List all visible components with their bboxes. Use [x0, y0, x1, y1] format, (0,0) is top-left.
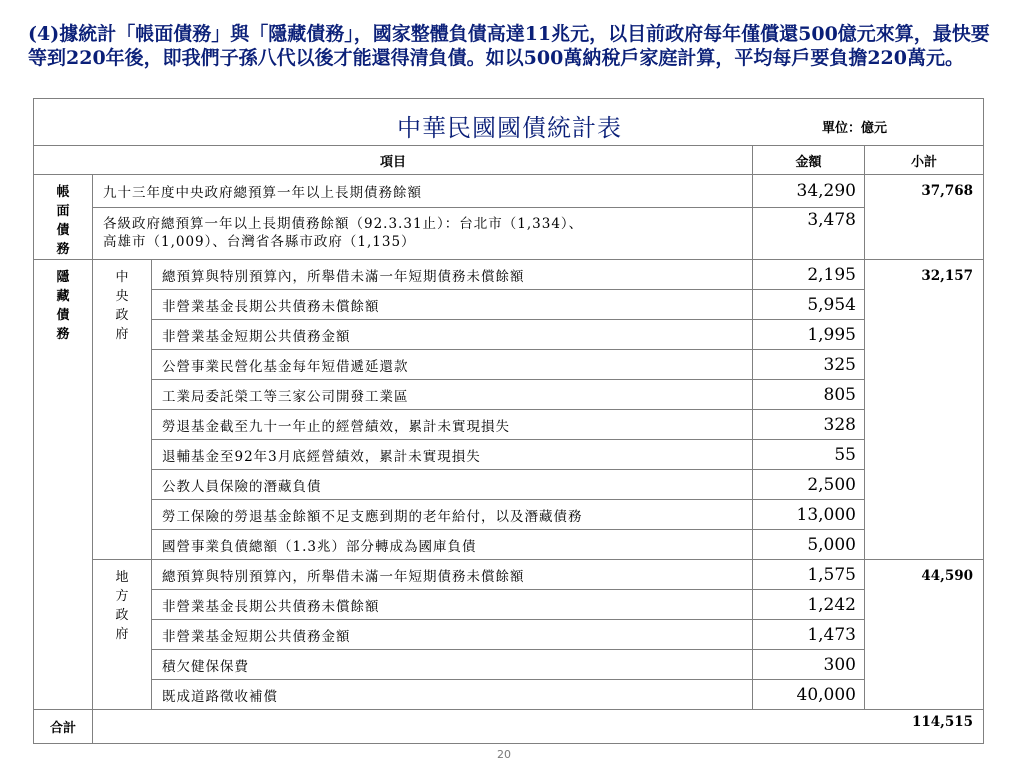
central-amount: 2,195	[753, 260, 865, 290]
table-row	[34, 410, 984, 440]
book-debt-amount-1: 34,290	[753, 175, 865, 208]
table-row	[34, 290, 984, 320]
central-amount: 5,954	[753, 290, 865, 320]
central-amount: 2,500	[753, 470, 865, 500]
central-amount: 13,000	[753, 500, 865, 530]
central-item: 工業局委託榮工等三家公司開發工業區	[152, 380, 753, 410]
central-item: 非營業基金長期公共債務未償餘額	[152, 290, 753, 320]
local-amount: 40,000	[753, 680, 865, 710]
book-debt-label: 帳 面 債 務	[34, 175, 93, 260]
central-item: 公營事業民營化基金每年短借遞延還款	[152, 350, 753, 380]
header-item: 項目	[34, 146, 753, 175]
local-item: 非營業基金短期公共債務金額	[152, 620, 753, 650]
table-row	[34, 620, 984, 650]
central-item: 公教人員保險的潛藏負債	[152, 470, 753, 500]
local-amount: 1,575	[753, 560, 865, 590]
central-item: 勞退基金截至九十一年止的經營績效，累計未實現損失	[152, 410, 753, 440]
central-amount: 325	[753, 350, 865, 380]
header-subtotal: 小計	[865, 146, 984, 175]
central-amount: 5,000	[753, 530, 865, 560]
table-row	[34, 350, 984, 380]
local-gov-label: 地 方 政 府	[93, 560, 152, 710]
central-gov-label: 中 央 政 府	[93, 260, 152, 560]
table-row	[34, 680, 984, 710]
table-title-row	[34, 99, 984, 146]
central-amount: 805	[753, 380, 865, 410]
central-item: 勞工保險的勞退基金餘額不足支應到期的老年給付，以及潛藏債務	[152, 500, 753, 530]
table-row	[34, 500, 984, 530]
unit-label: 單位：億元	[822, 121, 888, 136]
table-row	[34, 380, 984, 410]
table-row	[34, 260, 984, 290]
national-debt-table	[33, 98, 984, 744]
table-row	[34, 560, 984, 590]
table-row	[34, 470, 984, 500]
local-item: 總預算與特別預算內，所舉借未滿一年短期債務未償餘額	[152, 560, 753, 590]
central-item: 國營事業負債總額（1.3兆）部分轉成為國庫負債	[152, 530, 753, 560]
total-row	[34, 710, 984, 744]
book-debt-item-2: 各級政府總預算一年以上長期債務餘額（92.3.31止）：台北市（1,334）、 高雄市（1,009）、台灣省各縣市政府（1,135）	[93, 207, 753, 259]
table-row	[34, 650, 984, 680]
table-row	[34, 440, 984, 470]
central-item: 總預算與特別預算內，所舉借未滿一年短期債務未償餘額	[152, 260, 753, 290]
total-label: 合計	[34, 710, 93, 744]
central-amount: 1,995	[753, 320, 865, 350]
central-item: 非營業基金短期公共債務金額	[152, 320, 753, 350]
local-amount: 300	[753, 650, 865, 680]
local-subtotal: 44,590	[865, 560, 984, 710]
local-amount: 1,242	[753, 590, 865, 620]
intro-paragraph: (4)據統計「帳面債務」與「隱藏債務」，國家整體負債高達11兆元，以目前政府每年僅償還500億元來算，最快要等到220年後，即我們子孫八代以後才能還得清負債。如以500萬納稅戶家庭計算，平均每戶要負擔220萬元。	[28, 23, 990, 69]
local-amount: 1,473	[753, 620, 865, 650]
local-item: 積欠健保保費	[152, 650, 753, 680]
central-amount: 55	[753, 440, 865, 470]
table-row	[34, 530, 984, 560]
local-item: 既成道路徵收補償	[152, 680, 753, 710]
central-subtotal: 32,157	[865, 260, 984, 560]
page-number: 20	[497, 748, 511, 761]
table-row	[34, 207, 984, 259]
table-title: 中華民國國債統計表	[397, 114, 622, 142]
table-row	[34, 590, 984, 620]
table-row	[34, 175, 984, 208]
central-item: 退輔基金至92年3月底經營績效，累計未實現損失	[152, 440, 753, 470]
book-debt-item-1: 九十三年度中央政府總預算一年以上長期債務餘額	[93, 175, 753, 208]
table-row	[34, 320, 984, 350]
central-amount: 328	[753, 410, 865, 440]
total-value: 114,515	[93, 710, 984, 744]
header-amount: 金額	[753, 146, 865, 175]
book-debt-subtotal: 37,768	[865, 175, 984, 260]
book-debt-amount-2: 3,478	[753, 207, 865, 259]
hidden-debt-label: 隱 藏 債 務	[34, 260, 93, 710]
local-item: 非營業基金長期公共債務未償餘額	[152, 590, 753, 620]
